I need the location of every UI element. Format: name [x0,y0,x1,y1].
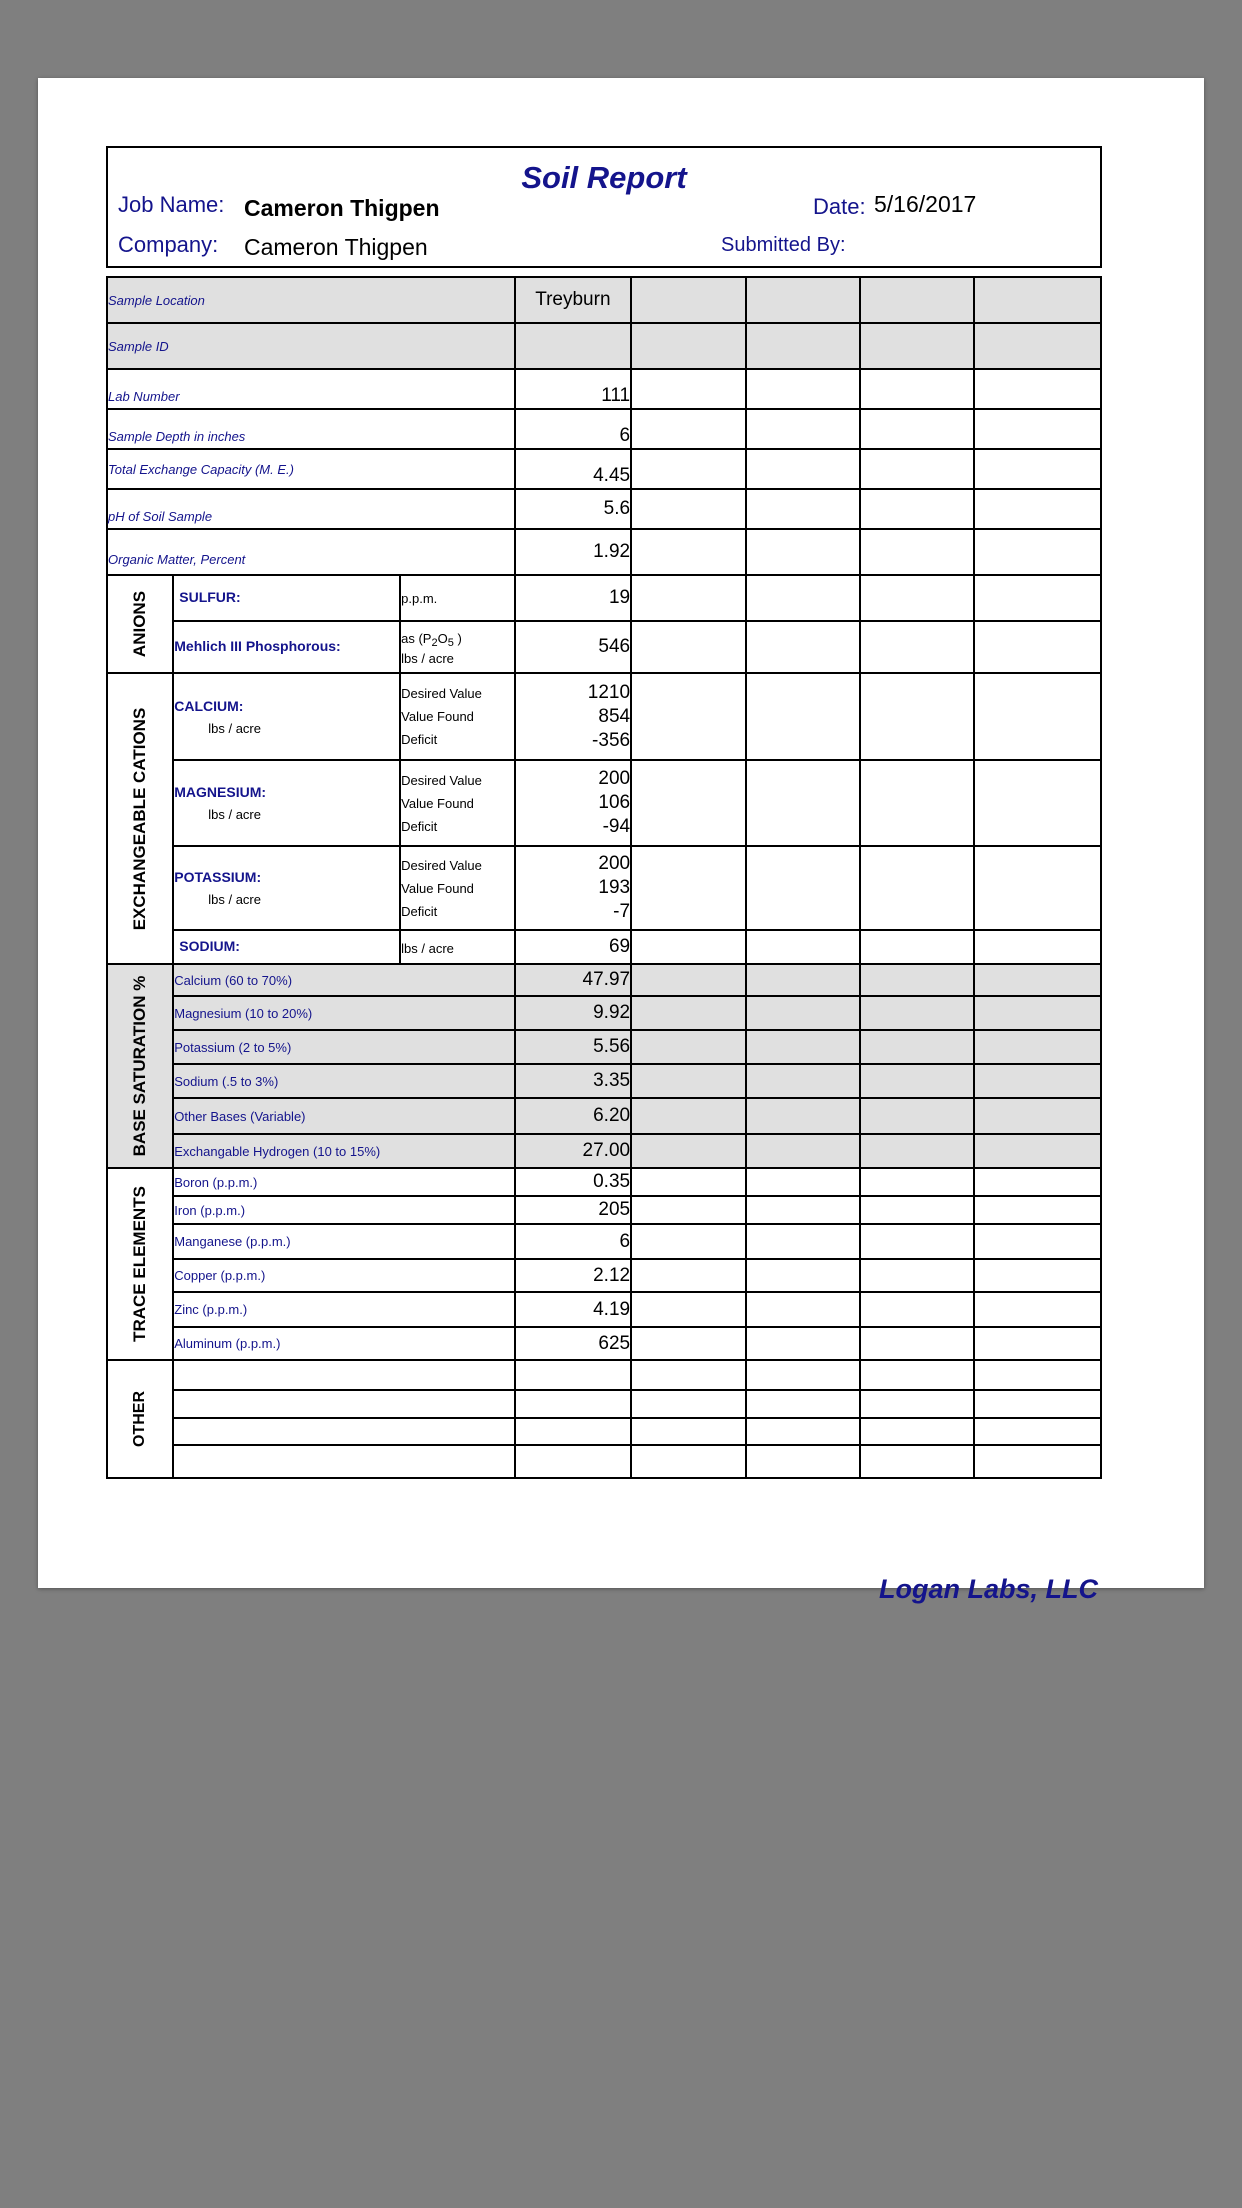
potassium-unit-labels: Desired Value Value Found Deficit [400,846,514,930]
row-sample-location [107,277,1101,323]
row-potassium [107,846,1101,930]
row-organic-matter [107,529,1101,575]
other-section-label: OTHER [107,1360,173,1478]
row-label: Sample ID [107,323,515,369]
potassium-values [515,846,631,930]
row-calcium [107,673,1101,760]
company-label: Company: [118,232,219,257]
row-copper [107,1259,1101,1292]
calcium-unit-labels: Desired Value Value Found Deficit [400,673,514,760]
row-base-sat-hydrogen [107,1134,1101,1168]
trace-label: Zinc (p.p.m.) [173,1292,514,1327]
base-saturation-section-label: BASE SATURATION % [107,964,173,1168]
calcium-label: CALCIUM: lbs / acre [173,673,400,760]
base-sat-value: 9.92 [515,996,631,1030]
magnesium-label: MAGNESIUM: lbs / acre [173,760,400,846]
magnesium-found: 106 [598,792,631,813]
row-other-3 [107,1418,1101,1445]
trace-value: 2.12 [515,1259,631,1292]
date-label: Date: [813,194,866,219]
row-ph [107,489,1101,529]
sulfur-unit: p.p.m. [400,575,514,621]
row-boron [107,1168,1101,1196]
row-label: Organic Matter, Percent [107,529,515,575]
base-sat-label: Calcium (60 to 70%) [173,964,514,996]
anions-section-label: ANIONS [107,575,173,673]
soil-report-sheet [106,146,1102,1604]
base-sat-label: Sodium (.5 to 3%) [173,1064,514,1098]
trace-elements-section-label: TRACE ELEMENTS [107,1168,173,1360]
row-sample-id [107,323,1101,369]
row-manganese [107,1224,1101,1259]
magnesium-values [515,760,631,846]
trace-label: Boron (p.p.m.) [173,1168,514,1196]
row-label: Sample Depth in inches [107,409,515,449]
row-base-sat-other [107,1098,1101,1134]
report-page [38,78,1204,1604]
trace-label: Manganese (p.p.m.) [173,1224,514,1259]
row-label: pH of Soil Sample [107,489,515,529]
row-label: Lab Number [107,369,515,409]
row-zinc [107,1292,1101,1327]
potassium-label: POTASSIUM: lbs / acre [173,846,400,930]
trace-value: 6 [515,1224,631,1259]
base-sat-value: 27.00 [515,1134,631,1168]
sodium-unit: lbs / acre [400,930,514,964]
row-iron [107,1196,1101,1224]
potassium-deficit: -7 [613,901,631,922]
sulfur-value: 19 [515,575,631,621]
phosphorous-unit: as ($P_2O_5$ ) lbs / acre [400,621,514,673]
row-aluminum [107,1327,1101,1360]
calcium-deficit: -356 [592,729,631,751]
row-base-sat-sodium [107,1064,1101,1098]
results-table [106,276,1102,1479]
base-sat-value: 3.35 [515,1064,631,1098]
report-title: Soil Report [521,160,687,195]
potassium-found: 193 [598,877,631,898]
magnesium-desired: 200 [598,768,631,789]
magnesium-unit-labels: Desired Value Value Found Deficit [400,760,514,846]
trace-value: 0.35 [515,1168,631,1196]
phosphorous-value: 546 [515,621,631,673]
trace-value: 4.19 [515,1292,631,1327]
organic-matter-value: 1.92 [515,529,631,575]
calcium-found: 854 [598,705,631,727]
sample-depth-value: 6 [515,409,631,449]
row-exchange-capacity [107,449,1101,489]
sodium-value: 69 [515,930,631,964]
sulfur-label: SULFUR: [173,575,400,621]
sample-id-value [515,323,631,369]
magnesium-deficit: -94 [602,816,631,837]
trace-value: 205 [515,1196,631,1224]
row-other-1 [107,1360,1101,1390]
sample-location-value: Treyburn [515,277,631,323]
sodium-label: SODIUM: [173,930,400,964]
row-label: Sample Location [107,277,515,323]
row-base-sat-potassium [107,1030,1101,1064]
row-magnesium [107,760,1101,846]
lab-number-value: 111 [515,369,631,409]
base-sat-label: Other Bases (Variable) [173,1098,514,1134]
row-sample-depth [107,409,1101,449]
row-lab-number [107,369,1101,409]
ph-value: 5.6 [515,489,631,529]
base-sat-value: 5.56 [515,1030,631,1064]
footer-company: Logan Labs, LLC [879,1574,1098,1604]
base-sat-label: Potassium (2 to 5%) [173,1030,514,1064]
cations-section-label: EXCHANGEABLE CATIONS [107,673,173,964]
row-sulfur [107,575,1101,621]
calcium-desired: 1210 [587,681,631,703]
company-value: Cameron Thigpen [244,234,428,260]
trace-label: Aluminum (p.p.m.) [173,1327,514,1360]
date-value: 5/16/2017 [874,191,977,217]
row-label: Total Exchange Capacity (M. E.) [107,449,515,489]
row-other-4 [107,1445,1101,1478]
trace-value: 625 [515,1327,631,1360]
phosphorous-label: Mehlich III Phosphorous: [173,621,400,673]
base-sat-value: 6.20 [515,1098,631,1134]
row-sodium [107,930,1101,964]
report-header [106,146,1102,268]
job-name-value: Cameron Thigpen [244,195,440,221]
row-other-2 [107,1390,1101,1418]
row-base-sat-calcium [107,964,1101,996]
base-sat-label: Magnesium (10 to 20%) [173,996,514,1030]
row-base-sat-magnesium [107,996,1101,1030]
trace-label: Iron (p.p.m.) [173,1196,514,1224]
trace-label: Copper (p.p.m.) [173,1259,514,1292]
submitted-by-label: Submitted By: [721,234,846,256]
calcium-values [515,673,631,760]
row-phosphorous [107,621,1101,673]
base-sat-value: 47.97 [515,964,631,996]
potassium-desired: 200 [598,853,631,874]
base-sat-label: Exchangable Hydrogen (10 to 15%) [173,1134,514,1168]
job-name-label: Job Name: [118,192,225,217]
exchange-capacity-value: 4.45 [515,449,631,489]
